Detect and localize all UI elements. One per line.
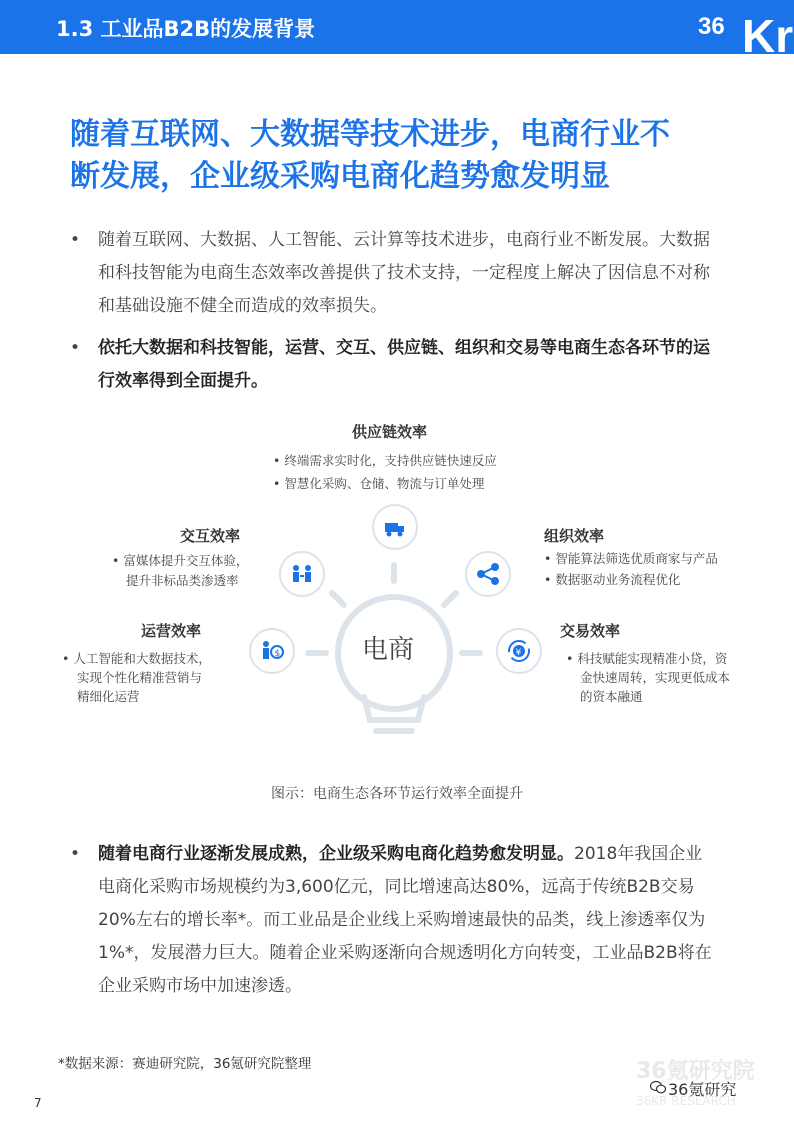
people-icon [279,551,325,597]
operation-title: 运营效率 [141,622,202,640]
share-icon [465,551,511,597]
bullet-bold-lead: 随着电商行业逐渐发展成熟，企业级采购电商化趋势愈发明显。 [98,844,574,864]
bullet-text: 随着互联网、大数据、人工智能、云计算等技术进步，电商行业不断发展。大数据和科技智能为电商生态效率改善提供了技术支持，一定程度上解决了因信息不对称和基础设施不健全而造成的效率损失。 [98,230,710,316]
bullet-text: 依托大数据和科技智能，运营、交互、供应链、组织和交易等电商生态各环节的运行效率得到全面提升。 [98,338,710,391]
organization-title: 组织效率 [544,527,605,545]
interaction-item-2: 提升非标品类渗透率 [126,573,239,588]
yen-cycle-icon [496,628,542,674]
supply-item-1: • 终端需求实时化，支持供应链快速反应 [273,453,497,468]
section-title: 1.3 工业品B2B的发展背景 [56,17,316,41]
headline [70,114,730,198]
center-label: 电商 [362,635,415,665]
header-bar [0,0,794,54]
figure-caption: 图示：电商生态各环节运行效率全面提升 [271,786,523,802]
headline-line-2: 断发展，企业级采购电商化趋势愈发明显 [70,159,610,194]
operation-item-3: 精细化运营 [77,689,140,704]
efficiency-diagram [0,415,794,775]
svg-text:Kr: Kr [742,10,794,54]
interaction-item-1: • 富媒体提升交互体验， [112,553,249,568]
supply-chain-icon [372,504,418,550]
trade-title: 交易效率 [560,622,621,640]
36kr-logo [694,4,794,54]
bullet-marker: • [70,338,81,358]
wechat-icon [650,1080,666,1094]
svg-text:$: $ [274,649,281,659]
trade-item-1: • 科技赋能实现精准小贷，资 [566,651,728,666]
wechat-account-name: 36氪研究 [668,1080,737,1099]
interaction-title: 交互效率 [180,527,241,545]
ray [444,593,456,605]
svg-text:¥: ¥ [515,648,522,658]
bullet-marker: • [70,230,81,250]
operation-item-1: • 人工智能和大数据技术， [62,651,211,666]
supply-title: 供应链效率 [352,423,428,441]
page-number: 7 [34,1096,42,1110]
bullet-text [98,838,718,1003]
headline-line-1: 随着互联网、大数据等技术进步，电商行业不 [70,117,670,152]
supply-item-2: • 智慧化采购、仓储、物流与订单处理 [273,476,485,491]
watermark-36kr-research: 36氪研究院 [636,1059,755,1084]
operation-item-2: 实现个性化精准营销与 [77,670,203,685]
person-money-icon [249,628,295,674]
organization-item-2: • 数据驱动业务流程优化 [544,572,681,587]
organization-item-1: • 智能算法筛选优质商家与产品 [544,551,718,566]
svg-text:36: 36 [698,13,725,40]
trade-item-2: 金快速周转，实现更低成本 [580,670,731,685]
bullet-body: 2018年我国企业电商化采购市场规模约为3,600亿元，同比增速高达80%，远高于传统B2B交易20%左右的增长率*。而工业品是企业线上采购增速最快的品类，线上渗透率仅为1%*，发展潜力巨大。随着企业采购逐渐向合规透明化方向转变，工业品B2B将在企业采购市场中加速渗透。 [98,844,712,996]
trade-item-3: 的资本融通 [580,689,643,704]
watermark-research-en: 36KR RESEARCH [636,1094,736,1108]
bullet-marker: • [70,844,81,864]
data-source-note: *数据来源：赛迪研究院，36氪研究院整理 [58,1056,312,1072]
ray [332,593,344,605]
